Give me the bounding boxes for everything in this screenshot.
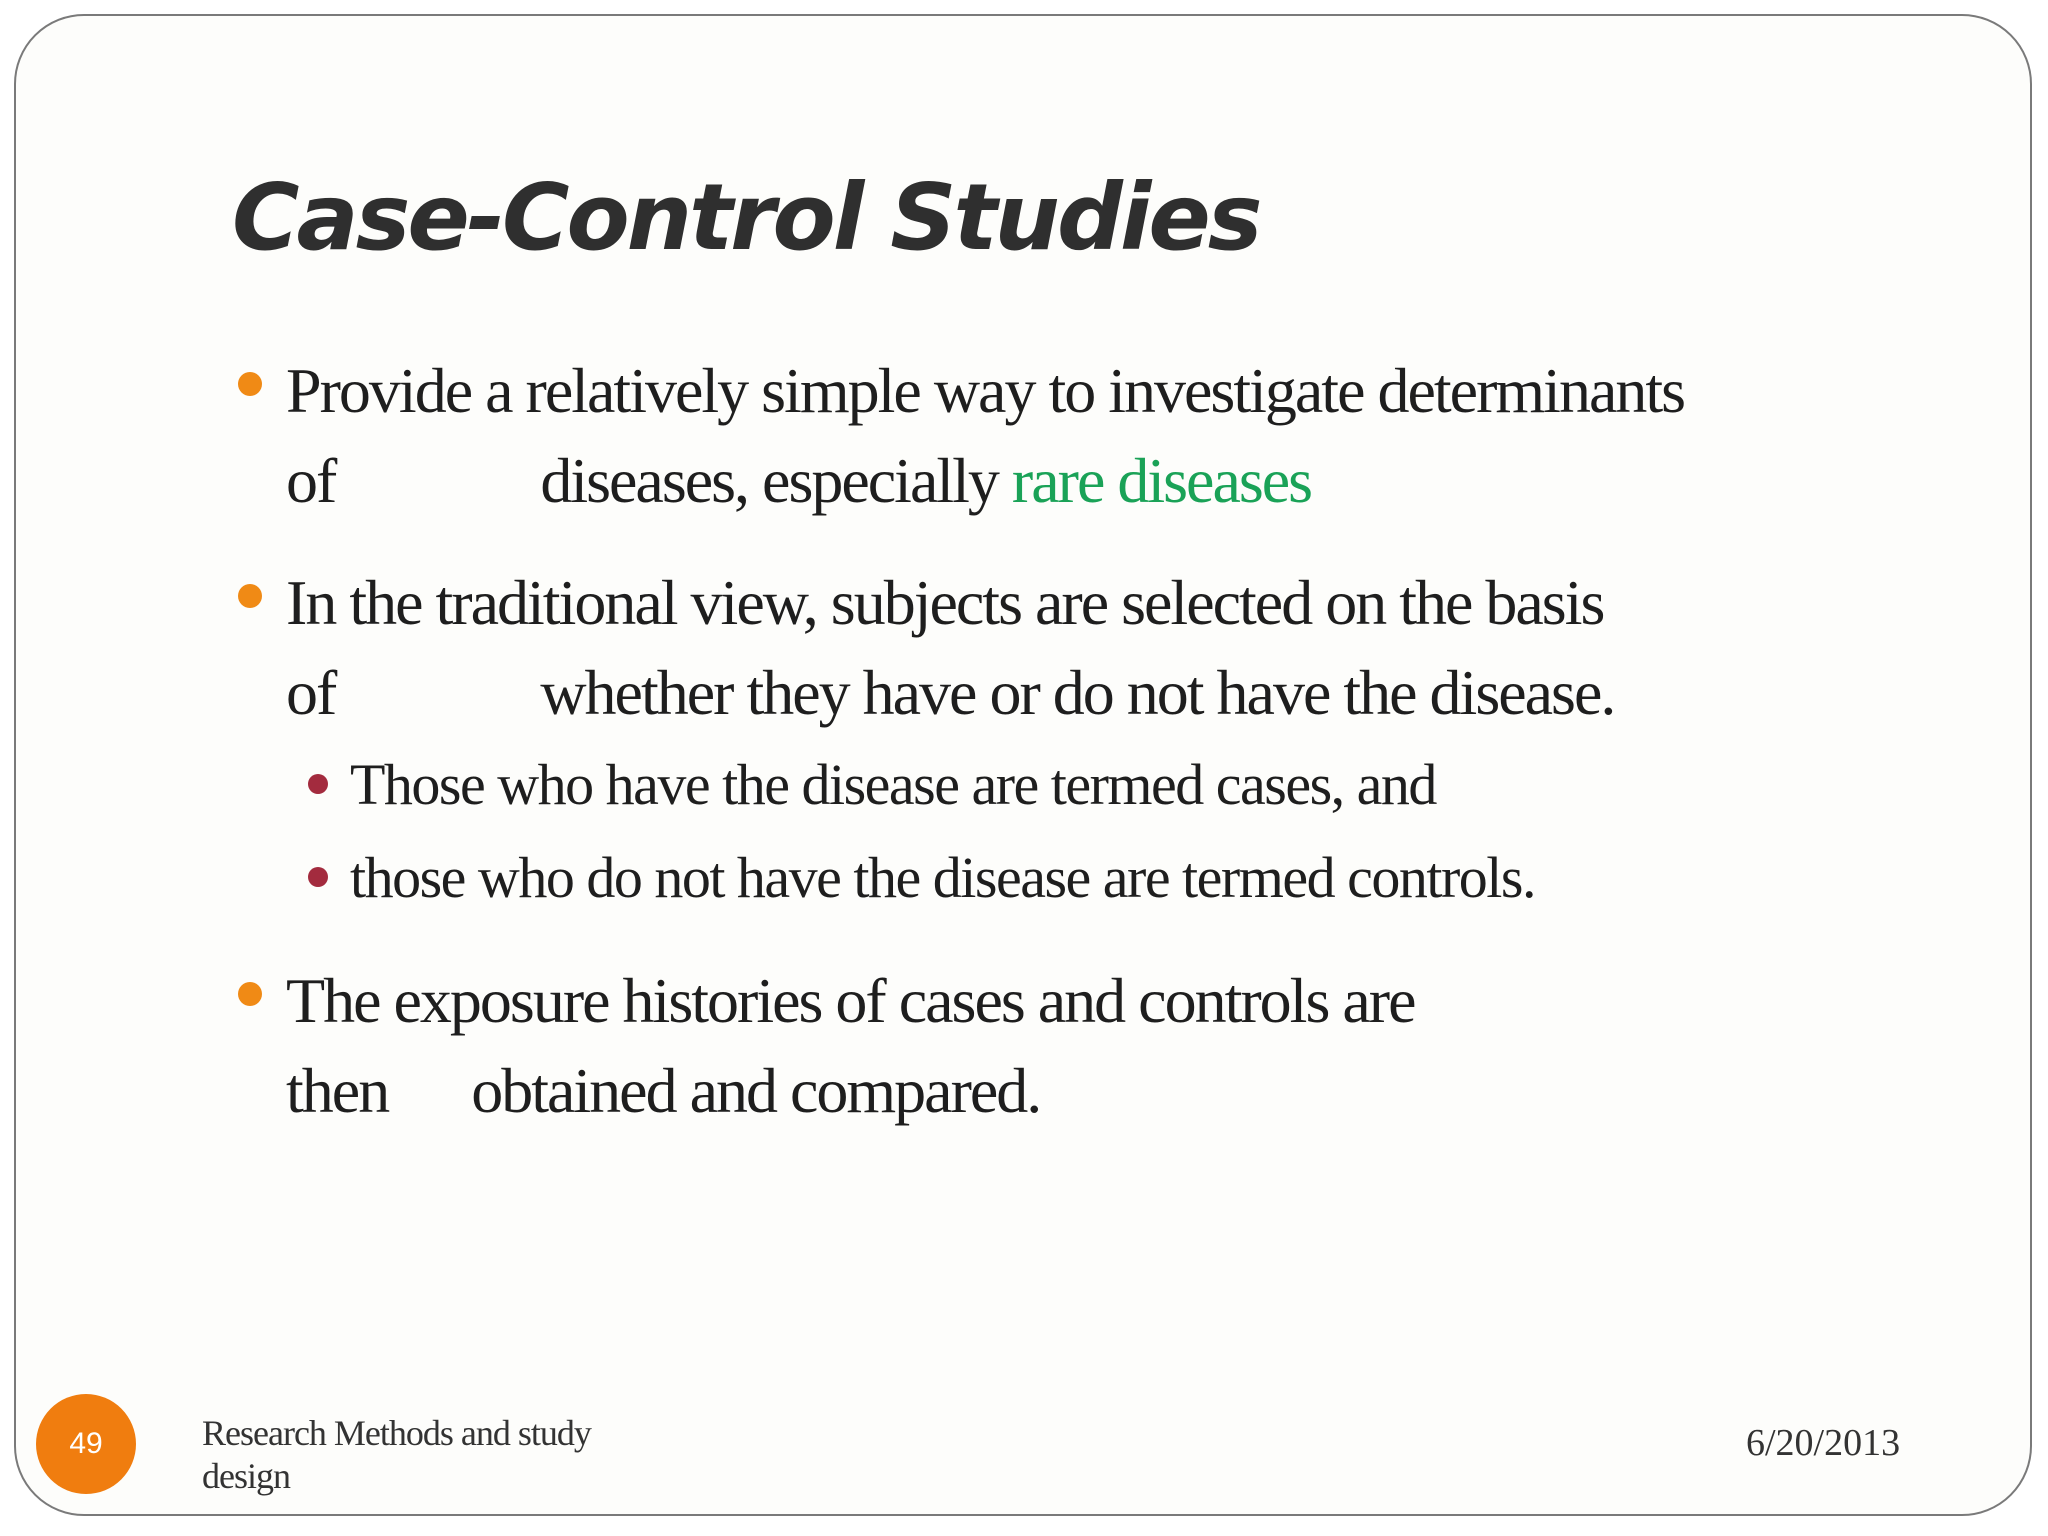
bullet-1-rest: diseases, especially	[540, 445, 1012, 516]
slide	[14, 14, 2032, 1516]
bullet-3-line-2	[286, 1046, 1040, 1136]
bullet-1-line-2	[286, 436, 1311, 526]
slide-body	[16, 16, 2030, 1514]
bullet-1-lead: of	[286, 445, 336, 516]
footer-date: 6/20/2013	[1746, 1422, 1901, 1464]
bullet-2-line-2	[286, 648, 1614, 738]
sub-bullet-2: those who do not have the disease are termed controls.	[350, 845, 1535, 910]
bullet-3-rest: obtained and compared.	[471, 1055, 1041, 1126]
bullet-icon	[238, 584, 262, 608]
bullet-3-lead: then	[286, 1055, 389, 1126]
bullet-1-line-1: Provide a relatively simple way to investigate determinants	[286, 355, 1685, 426]
sub-bullet-icon	[308, 867, 328, 887]
bullet-icon	[238, 982, 262, 1006]
bullet-2-line-1: In the traditional view, subjects are selected on the basis	[286, 567, 1604, 638]
sub-bullet-1: Those who have the disease are termed cases, and	[350, 752, 1436, 817]
highlight-rare-diseases: rare diseases	[1011, 445, 1312, 516]
bullet-3-line-1: The exposure histories of cases and controls are	[286, 965, 1415, 1036]
slide-title: Case-Control Studies	[232, 164, 1260, 271]
footer-course-title: Research Methods and study design	[202, 1413, 591, 1496]
page-number-badge: 49	[36, 1394, 136, 1494]
bullet-icon	[238, 372, 262, 396]
bullet-2-lead: of	[286, 657, 336, 728]
sub-bullet-icon	[308, 774, 328, 794]
bullet-2-rest: whether they have or do not have the disease.	[540, 657, 1615, 728]
